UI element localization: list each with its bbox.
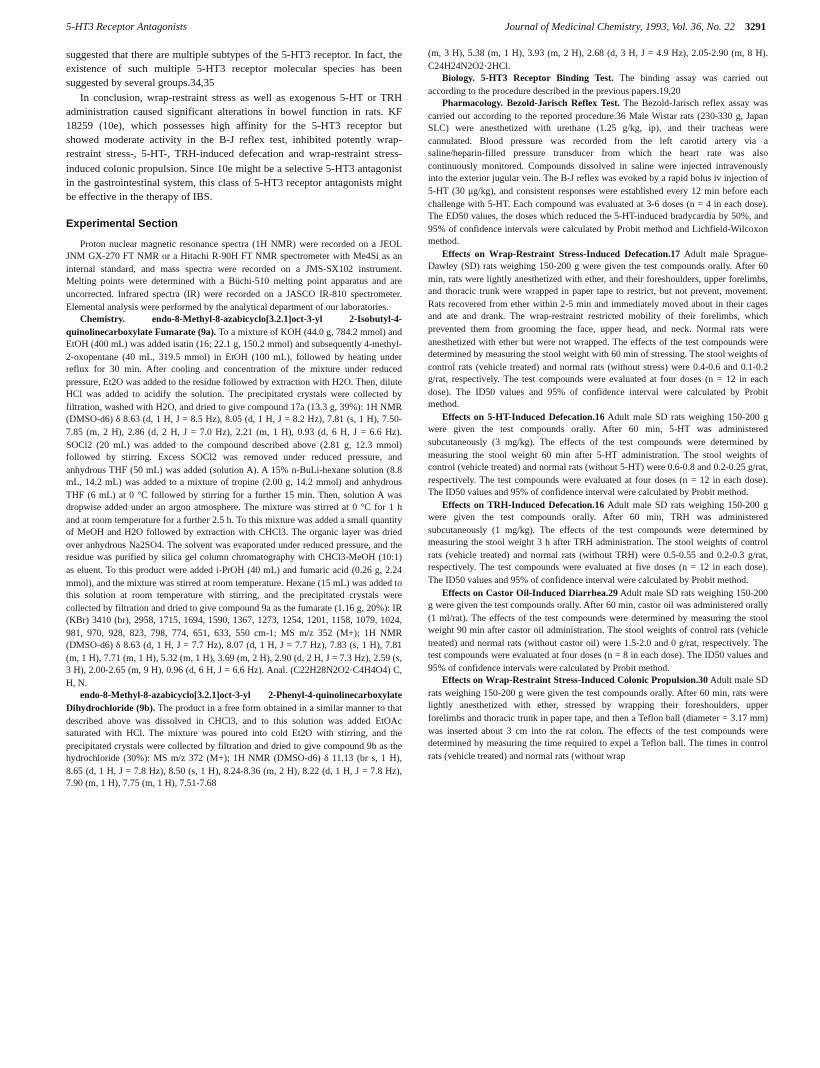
paragraph-instruments: Proton nuclear magnetic resonance spectra (1H NMR) were recorded on a JEOL JNM GX-270 FT NMR or a Hitachi R-90H FT NMR spectrometer with Me4Si as an internal standard, and mass spectra were recorded on a JMS-SX102 instrument. Melting points were determined with a Büchi-510 melting point apparatus and are uncorrected. Infrared spectra (IR) were recorded on a JASCO IR-810 spectrometer. Elemental analysis were performed by the analytical department of our laboratories. <box>66 238 402 313</box>
castor-text: Adult male SD rats weighing 150-200 g were given the test compounds orally. After 60 min, castor oil was administered orally (1 ml/rat). The effects of the test compounds were determined by measuring the stool weight 90 min after castor oil administration. The stool weights of control rats (vehicle treated) and normal rats (without castor oil) were 1.5-2.0 and 0 g/rat, respectively. The test compounds were evaluated at four doses (n = 8 in each dose). The ID50 values and 95% of confidence intervals were calculated by Probit method. <box>428 587 768 674</box>
paragraph-conclusion: In conclusion, wrap-restraint stress as well as exogenous 5-HT or TRH administration caused significant alterations in bowel function in rats. KF 18259 (10e), which possesses high affinity for the 5-HT3 receptor but showed moderate activity in the B-J reflex test, inhibited potently wrap-restraint stress-, 5-HT-, TRH-induced defecation and wrap-restraint stress-induced colonic propulsion. Since 10e might be a selective 5-HT3 antagonist in the gastrointestinal system, this class of 5-HT3 receptor antagonists might be effective in the therapy of IBS. <box>66 91 402 204</box>
wrap-text: Adult male Sprague-Dawley (SD) rats weighing 150-200 g were given the test compounds orally. After 60 min, rats were lightly anesthetized with ether, and their foreshoulders, upper forelimbs, and thoracic trunk were wrapped in paper tape to restrict, but not prevent, movement. Rats recovered from ether within 2-5 min and immediately moved about in their cages and ate and drank. The wrap-restraint restricted mobility of their forelimbs, which prevented them from grooming the face, upper head, and neck. Normal rats were anesthetized with ether but were not wrapped. The effects of the test compounds were determined by measuring the stool weight with 60 min of stressing. The stool weights of control rats (vehicle treated) and normal rats (without stress) were 0.4-0.6 and 0.1-0.2 g/rat, respectively. The test compounds were evaluated at four doses (n = 12 in each dose). The ID50 values and 95% of confidence interval were calculated by Probit method. <box>428 248 768 411</box>
colonic-text: Adult male SD rats weighing 150-200 g were given the test compounds orally. After 60 min, rats were lightly anesthetized with ether, stressed by wrapping their foreshoulders, upper forelimbs and thoracic trunk in paper tape, and then a Teflon ball (diameter = 3.17 mm) was inserted about 3 cm into the rat colon. The effects of the test compounds were determined by measuring the time required to expel a Teflon ball. The times in control rats (vehicle treated) and normal rats (without wrap <box>428 675 768 762</box>
runin-heading-castor: Effects on Castor Oil-Induced Diarrhea.29 <box>442 587 618 599</box>
runin-heading-binding: Biology. 5-HT3 Receptor Binding Test. <box>442 73 614 85</box>
journal-name: Journal of Medicinal Chemistry, 1993, Vol. 36, No. 22 <box>504 22 735 33</box>
paragraph-bj-reflex <box>428 98 768 249</box>
runin-heading-colonic: Effects on Wrap-Restraint Stress-Induced Colonic Propulsion.30 <box>442 675 708 687</box>
paragraph-chemistry-9a <box>66 314 402 690</box>
5ht-text: Adult male SD rats weighing 150-200 g were given the test compounds orally. After 60 min, 5-HT was administered subcutaneously (3 mg/kg). The effects of the test compounds were determined by measuring the stool weight 60 min after 5-HT administration. The stool weights of control (vehicle treated) and normal rats (without 5-HT) were 0.6-0.8 and 0.2-0.25 g/rat, respectively. The test compounds were evaluated at four doses (n = 12 in each dose). The ID50 values and 95% of confidence interval were calculated by Probit method. <box>428 411 769 499</box>
paragraph-castor-oil <box>428 588 768 676</box>
trh-text: Adult male SD rats weighing 150-200 g were given the test compounds orally. After 60 min, TRH was administered subcutaneously (1 mg/kg). The effects of the test compounds were determined by measuring the stool weight 3 h after TRH administration. The stool weights of control rats (vehicle treated) and normal rats (without TRH) were 0.5-0.55 and 0.2-0.3 g/rat, respectively. The test compounds were evaluated at five doses (n = 12 in each dose). The ID50 values and 95% of confidence interval were calculated by Probit method. <box>428 499 769 586</box>
runin-heading-bj: Pharmacology. Bezold-Jarisch Reflex Test. <box>442 98 620 110</box>
paragraph-wrap-defecation <box>428 249 768 412</box>
paragraph-colonic-propulsion <box>428 675 768 763</box>
paragraph-5ht-defecation <box>428 412 768 500</box>
runin-heading-trh: Effects on TRH-Induced Defecation.16 <box>442 499 605 511</box>
left-column <box>66 48 402 791</box>
paragraph-9b-continued: (m, 3 H), 5.38 (m, 1 H), 3.93 (m, 2 H), 2.68 (d, 3 H, J = 4.9 Hz), 2.05-2.90 (m, 8 H). C24H24N2O2·2HCl. <box>428 48 768 72</box>
runin-heading-9a: Chemistry. endo-8-Methyl-8-azabicyclo[3.2.1]oct-3-yl 2-Isobutyl-4-quinolinecarboxylate Fumarate (9a). <box>66 314 402 338</box>
right-column <box>428 48 768 763</box>
runin-heading-9b: endo-8-Methyl-8-azabicyclo[3.2.1]oct-3-yl 2-Phenyl-4-quinolinecarboxylate Dihydrochloride (9b). <box>66 690 402 715</box>
runin-heading-wrap: Effects on Wrap-Restraint Stress-Induced Defecation.17 <box>442 248 681 260</box>
journal-citation <box>505 22 766 33</box>
runin-heading-5ht: Effects on 5-HT-Induced Defecation.16 <box>442 411 605 423</box>
paragraph-trh-defecation <box>428 500 768 588</box>
paragraph-compound-9b <box>66 690 402 790</box>
running-header <box>66 22 766 38</box>
running-title: 5-HT3 Receptor Antagonists <box>66 22 188 33</box>
bj-text: The Bezold-Jarisch reflex assay was carried out according to the reported procedure.36 Male Wistar rats (230-330 g, Japan SLC) were anesthetized with urethane (1.25 g/kg, ip), and their tracheas were cannulated. Blood pressure was recorded from the left carotid artery via a saline/heparin-filled pressure transducer from which the heart rate was also continuously monitored. Compounds dissolved in saline were injected intravenously into the exterior jugular vein. The B-J reflex was evoked by a rapid bolus iv injection of 5-HT (30 μg/kg), and consistent responses were established every 12 min before each challenge with 5-HT. Each compound was evaluated at 3-6 doses (n = 4 in each dose). The ED50 values, the doses which reduced the 5-HT-induced bradycardia by 50%, and 95% of confidence intervals were calculated by Probit method and Lichfield-Wilcoxon method. <box>428 98 769 248</box>
binding-text: The binding assay was carried out according to the procedure described in the previous papers.19,20 <box>428 73 768 97</box>
procedure-text-9b: The product in a free form obtained in a similar manner to that described above was dissolved in CHCl3, and to this solution was added EtOAc saturated with HCl. The mixture was poured into cold Et2O with stirring, and the precipitated crystals were collected by filtration and dried to give compound 9b as the hydrochloride (30%): MS m/z 372 (M+); 1H NMR (DMSO-d6) δ 11.13 (br s, 1 H), 8.65 (d, 1 H, J = 7.8 Hz), 8.50 (s, 1 H), 8.24-8.36 (m, 2 H), 8.22 (d, 1 H, J = 7.8 Hz), 7.90 (m, 1 H), 7.75 (m, 1 H), 7.51-7.68 <box>66 703 402 790</box>
paragraph-binding-test <box>428 73 768 98</box>
section-heading-experimental: Experimental Section <box>66 218 178 231</box>
procedure-text-9a: To a mixture of KOH (44.0 g, 784.2 mmol) and EtOH (400 mL) was added isatin (16; 22.1 g, 150.2 mmol) and subsequently 4-methyl-2-oxopentane (40 mL, 319.5 mmol) in EtOH (100 mL), followed by heating under reflux for 30 min. After cooling and concentration of the mixture under reduced pressure, Et2O was added to the residue followed by extraction with H2O. Then, dilute HCl was added to acidify the solution. The precipitated crystals were collected by filtration, washed with H2O, and dried to give compound 17a (13.3 g, 39%): 1H NMR (DMSO-d6) δ 8.63 (d, 1 H, J = 8.5 Hz), 8.05 (d, 1 H, J = 8.2 Hz), 7.81 (s, 1 H), 7.50-7.85 (m, 2 H), 2.86 (d, 2 H, J = 7.0 Hz), 2.21 (m, 1 H), 0.93 (d, 6 H, J = 6.6 Hz). SOCl2 (20 mL) was added to the compound described above (2.81 g, 12.3 mmol) followed by stirring. Excess SOCl2 was removed under reduced pressure, and anhydrous THF (50 mL) was added (solution A). A 15% n-BuLi-hexane solution (8.8 mL, 14.2 mL) was added to a mixture of tropine (2.00 g, 14.2 mmol) and anhydrous THF (6 mL) at 0 °C followed by stirring for a further 15 min. Then, solution A was dropwise added under an argon atmosphere. The mixture was stirred at 0 °C for 1 h and at room temperature for a further 2.5 h. To this mixture was added a small quantity of MeOH and H2O followed by extraction with CHCl3. The organic layer was dried over anhydrous Na2SO4. The solvent was evaporated under reduced pressure, and the residue was purified by silica gel column chromatography with CHCl3-MeOH (10:1) as eluent. To this product were added i-PrOH (40 mL) and fumaric acid (0.26 g, 2.24 mmol), and the mixture was stirred at room temperature. Hexane (15 mL) was added to this solution at room temperature with stirring, and the precipitated crystals were collected by filtration and dried to give compound 9a as the fumarate (1.16 g, 20%): IR (KBr) 3410 (br), 2958, 1715, 1694, 1590, 1367, 1273, 1254, 1201, 1158, 1079, 1024, 981, 970, 928, 823, 798, 774, 651, 633, 550 cm-1; MS m/z 352 (M+); 1H NMR (DMSO-d6) δ 8.63 (d, 1 H, J = 7.7 Hz), 8.07 (d, 1 H, J = 7.7 Hz), 7.83 (s, 1 H), 7.81 (m, 1 H), 7.71 (m, 1 H), 5.32 (m, 1 H), 3.69 (m, 2 H), 2.90 (d, 2 H, J = 7.3 Hz), 2.59 (s, 3 H), 2.00-2.65 (m, 9 H), 0.96 (d, 6 H, J = 6.6 Hz). Anal. (C22H28N2O2·C4H4O4) C, H, N. <box>66 326 402 689</box>
paragraph-continued: suggested that there are multiple subtypes of the 5-HT3 receptor. In fact, the existence of such multiple 5-HT3 receptor molecular species has been suggested by several groups.34,35 <box>66 49 402 90</box>
page-number: 3291 <box>744 22 766 33</box>
